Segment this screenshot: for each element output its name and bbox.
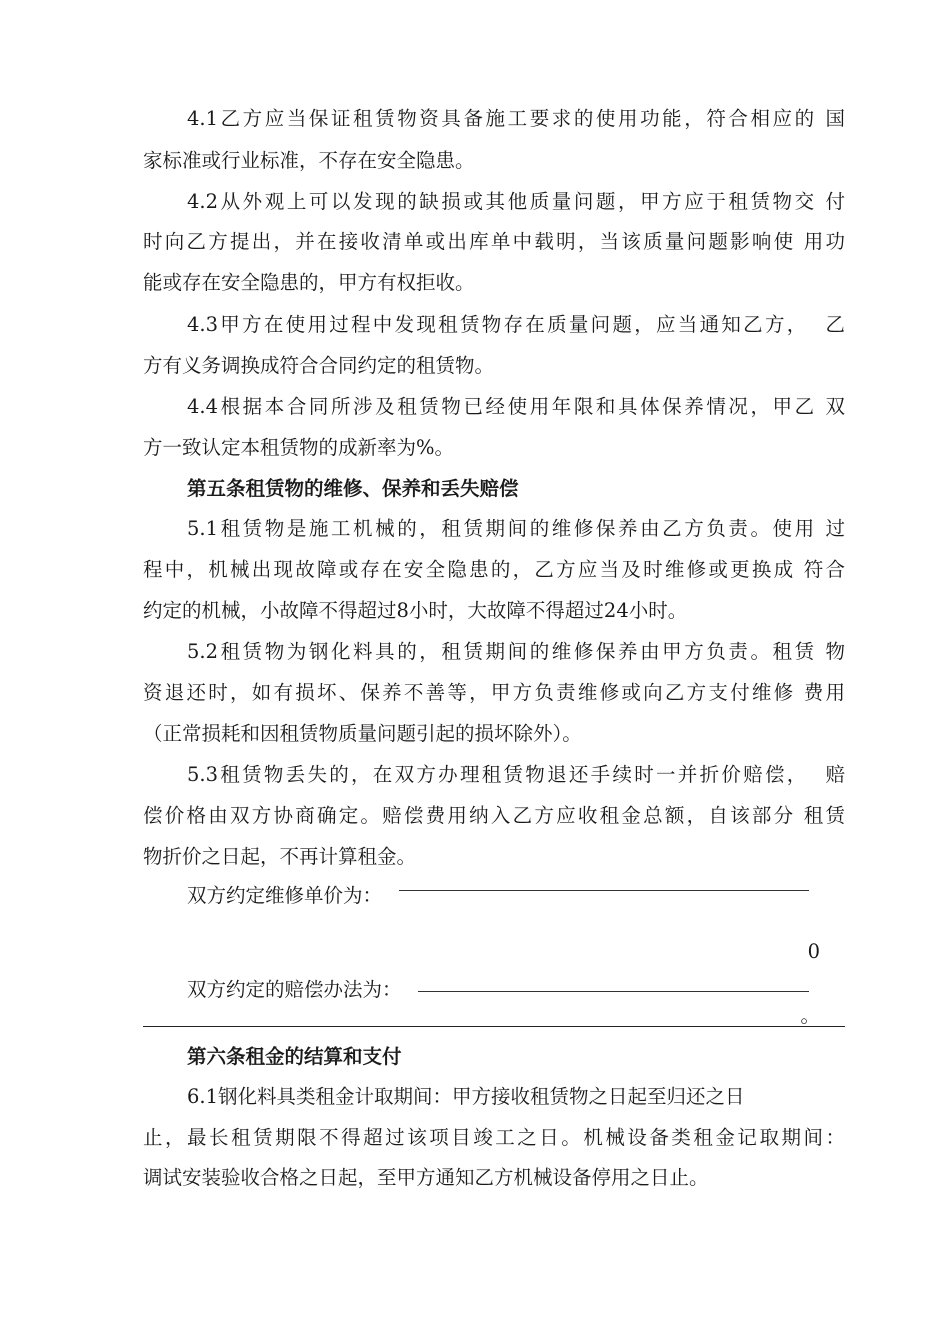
clause-5-2-line-2: 资退还时，如有损坏、保养不善等，甲方负责维修或向乙方支付维修 费用 [143, 681, 845, 704]
clause-5-3-line-1: 5.3租赁物丢失的，在双方办理租赁物退还手续时一并折价赔偿， 赔 [187, 763, 845, 786]
clause-4-2-line-3: 能或存在安全隐患的，甲方有权拒收。 [143, 271, 475, 294]
clause-4-2-line-2: 时向乙方提出，并在接收清单或出库单中载明，当该质量问题影响使 用功 [143, 230, 845, 253]
repair-price-suffix: 0 [807, 940, 820, 963]
clause-4-4-line-2: 方一致认定本租赁物的成新率为%。 [143, 436, 455, 459]
clause-4-2-line-1: 4.2从外观上可以发现的缺损或其他质量问题，甲方应于租赁物交 付 [187, 190, 845, 213]
clause-5-1-line-3: 约定的机械，小故障不得超过8小时，大故障不得超过24小时。 [143, 599, 688, 622]
clause-6-1-line-3: 调试安装验收合格之日起，至甲方通知乙方机械设备停用之日止。 [143, 1166, 709, 1189]
clause-4-3-line-1: 4.3甲方在使用过程中发现租赁物存在质量问题，应当通知乙方， 乙 [187, 313, 845, 336]
compensation-suffix: 。 [800, 1004, 820, 1027]
clause-6-1-line-1: 6.1钢化料具类租金计取期间：甲方接收租赁物之日起至归还之日 [187, 1085, 745, 1108]
clause-4-4-line-1: 4.4根据本合同所涉及租赁物已经使用年限和具体保养情况，甲乙 双 [187, 395, 845, 418]
section-divider [143, 1026, 845, 1027]
clause-5-heading: 第五条租赁物的维修、保养和丢失赔偿 [187, 477, 519, 500]
clause-4-3-line-2: 方有义务调换成符合合同约定的租赁物。 [143, 354, 495, 377]
compensation-blank[interactable] [418, 981, 809, 992]
clause-5-3-line-2: 偿价格由双方协商确定。赔偿费用纳入乙方应收租金总额，自该部分 租赁 [143, 804, 845, 827]
clause-5-2-line-3: （正常损耗和因租赁物质量问题引起的损坏除外）。 [143, 722, 582, 745]
repair-price-blank[interactable] [399, 880, 809, 891]
repair-price-label: 双方约定维修单价为： [187, 884, 383, 907]
clause-5-3-line-3: 物折价之日起，不再计算租金。 [143, 845, 417, 868]
clause-6-1-line-2: 止，最长租赁期限不得超过该项目竣工之日。机械设备类租金记取期间： [143, 1126, 845, 1149]
clause-4-1-line-1: 4.1乙方应当保证租赁物资具备施工要求的使用功能，符合相应的 国 [187, 107, 845, 130]
clause-4-1-line-2: 家标准或行业标准，不存在安全隐患。 [143, 149, 475, 172]
clause-6-heading: 第六条租金的结算和支付 [187, 1045, 402, 1068]
clause-5-2-line-1: 5.2租赁物为钢化料具的，租赁期间的维修保养由甲方负责。租赁 物 [187, 640, 845, 663]
clause-5-1-line-2: 程中，机械出现故障或存在安全隐患的，乙方应当及时维修或更换成 符合 [143, 558, 845, 581]
clause-5-1-line-1: 5.1租赁物是施工机械的，租赁期间的维修保养由乙方负责。使用 过 [187, 517, 845, 540]
compensation-label: 双方约定的赔偿办法为： [187, 978, 402, 1001]
